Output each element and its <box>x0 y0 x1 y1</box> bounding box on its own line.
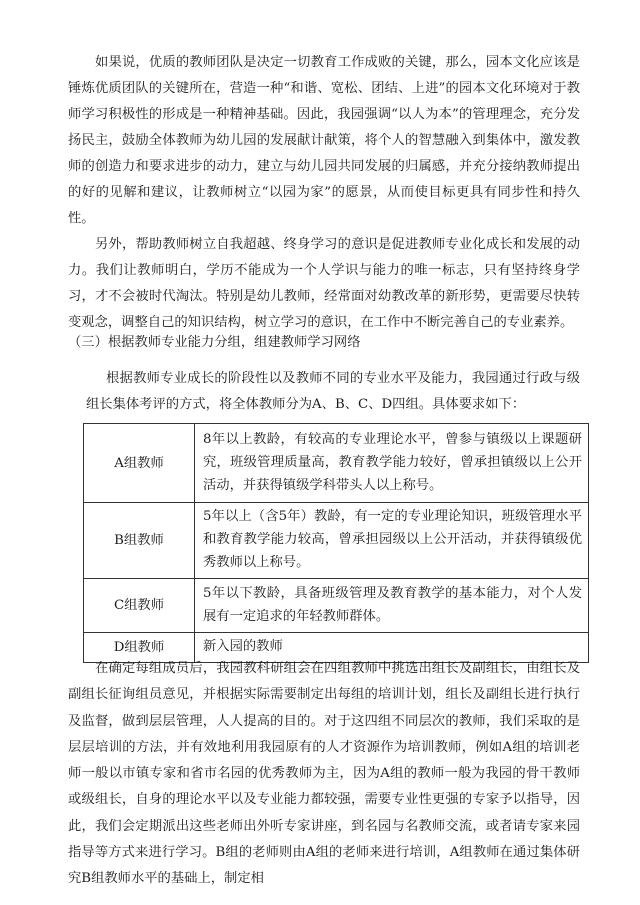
group-name-cell: C组教师 <box>84 579 195 633</box>
group-name-cell: D组教师 <box>84 633 195 663</box>
paragraph-campus-culture: 如果说，优质的教师团队是决定一切教育工作成败的关键，那么，园本文化应该是锤炼优质团队的关键所在，营造一种“和谐、宽松、团结、上进”的园本文化环境对于教师学习积极性的形成是一种精神基础。因此，我园强调“以人为本”的管理理念，充分发扬民主，鼓励全体教师为幼儿园的发展献计献策，将个人的智慧融入到集体中，激发教师的创造力和要求进步的动力，建立与幼儿园共同发展的归属感，并充分接纳教师提出的好的见解和建议，让教师树立“以园为家”的愿景，从而使目标更具有同步性和持久性。 <box>68 55 580 226</box>
section-heading: （三）根据教师专业能力分组，组建教师学习网络 <box>68 335 361 350</box>
table-row <box>84 579 589 633</box>
group-name-cell: A组教师 <box>84 424 195 503</box>
group-requirement-cell: 5年以下教龄，具备班级管理及教育教学的基本能力，对个人发展有一定追求的年轻教师群体。 <box>195 579 589 633</box>
paragraph-grouping-intro: 根据教师专业成长的阶段性以及教师不同的专业水平及能力，我园通过行政与级组长集体考评的方式，将全体教师分为A、B、C、D四组。具体要求如下： <box>86 371 580 412</box>
paragraph-lifelong-learning: 另外，帮助教师树立自我超越、终身学习的意识是促进教师专业化成长和发展的动力。我们让教师明白，学历不能成为一个人学识与能力的唯一标志，只有坚持终身学习，才不会被时代淘汰。特别是幼儿教师，经常面对幼教改革的新形势，更需要尽快转变观念，调整自己的知识结构，树立学习的意识，在工作中不断完善自己的专业素养。 <box>68 237 580 330</box>
group-requirement-cell: 8年以上教龄，有较高的专业理论水平，曾参与镇级以上课题研究，班级管理质量高，教育教学能力较好，曾承担镇级以上公开活动，并获得镇级学科带头人以上称号。 <box>195 424 589 503</box>
paragraph-layered-training: 在确定每组成员后，我园教科研组会在四组教师中挑选出组长及副组长，由组长及副组长征询组员意见，并根据实际需要制定出每组的培训计划，组长及副组长进行执行及监督，做到层层管理，人人提高的目的。对于这四组不同层次的教师，我们采取的是层层培训的方法，并有效地利用我园原有的人才资源作为培训教师，例如A组的培训老师一般以市镇专家和省市名园的优秀教师为主，因为A组的教师一般为我园的骨干教师或级组长，自身的理论水平以及专业能力都较强，需要专业性更强的专家予以指导，因此，我们会定期派出这些老师出外听专家讲座，到名园与名教师交流，或者请专家来园指导等方式来进行学习。B组的老师则由A组的老师来进行培训，A组教师在通过集体研究B组教师水平的基础上，制定相 <box>68 661 580 887</box>
teacher-groups-table <box>83 423 589 663</box>
group-requirement-cell: 5年以上（含5年）教龄，有一定的专业理论知识，班级管理水平和教育教学能力较高，曾承担园级以上公开活动，并获得镇级优秀教师以上称号。 <box>195 503 589 579</box>
table-row <box>84 424 589 503</box>
group-requirement-cell: 新入园的教师 <box>195 633 589 663</box>
table-row <box>84 503 589 579</box>
group-name-cell: B组教师 <box>84 503 195 579</box>
